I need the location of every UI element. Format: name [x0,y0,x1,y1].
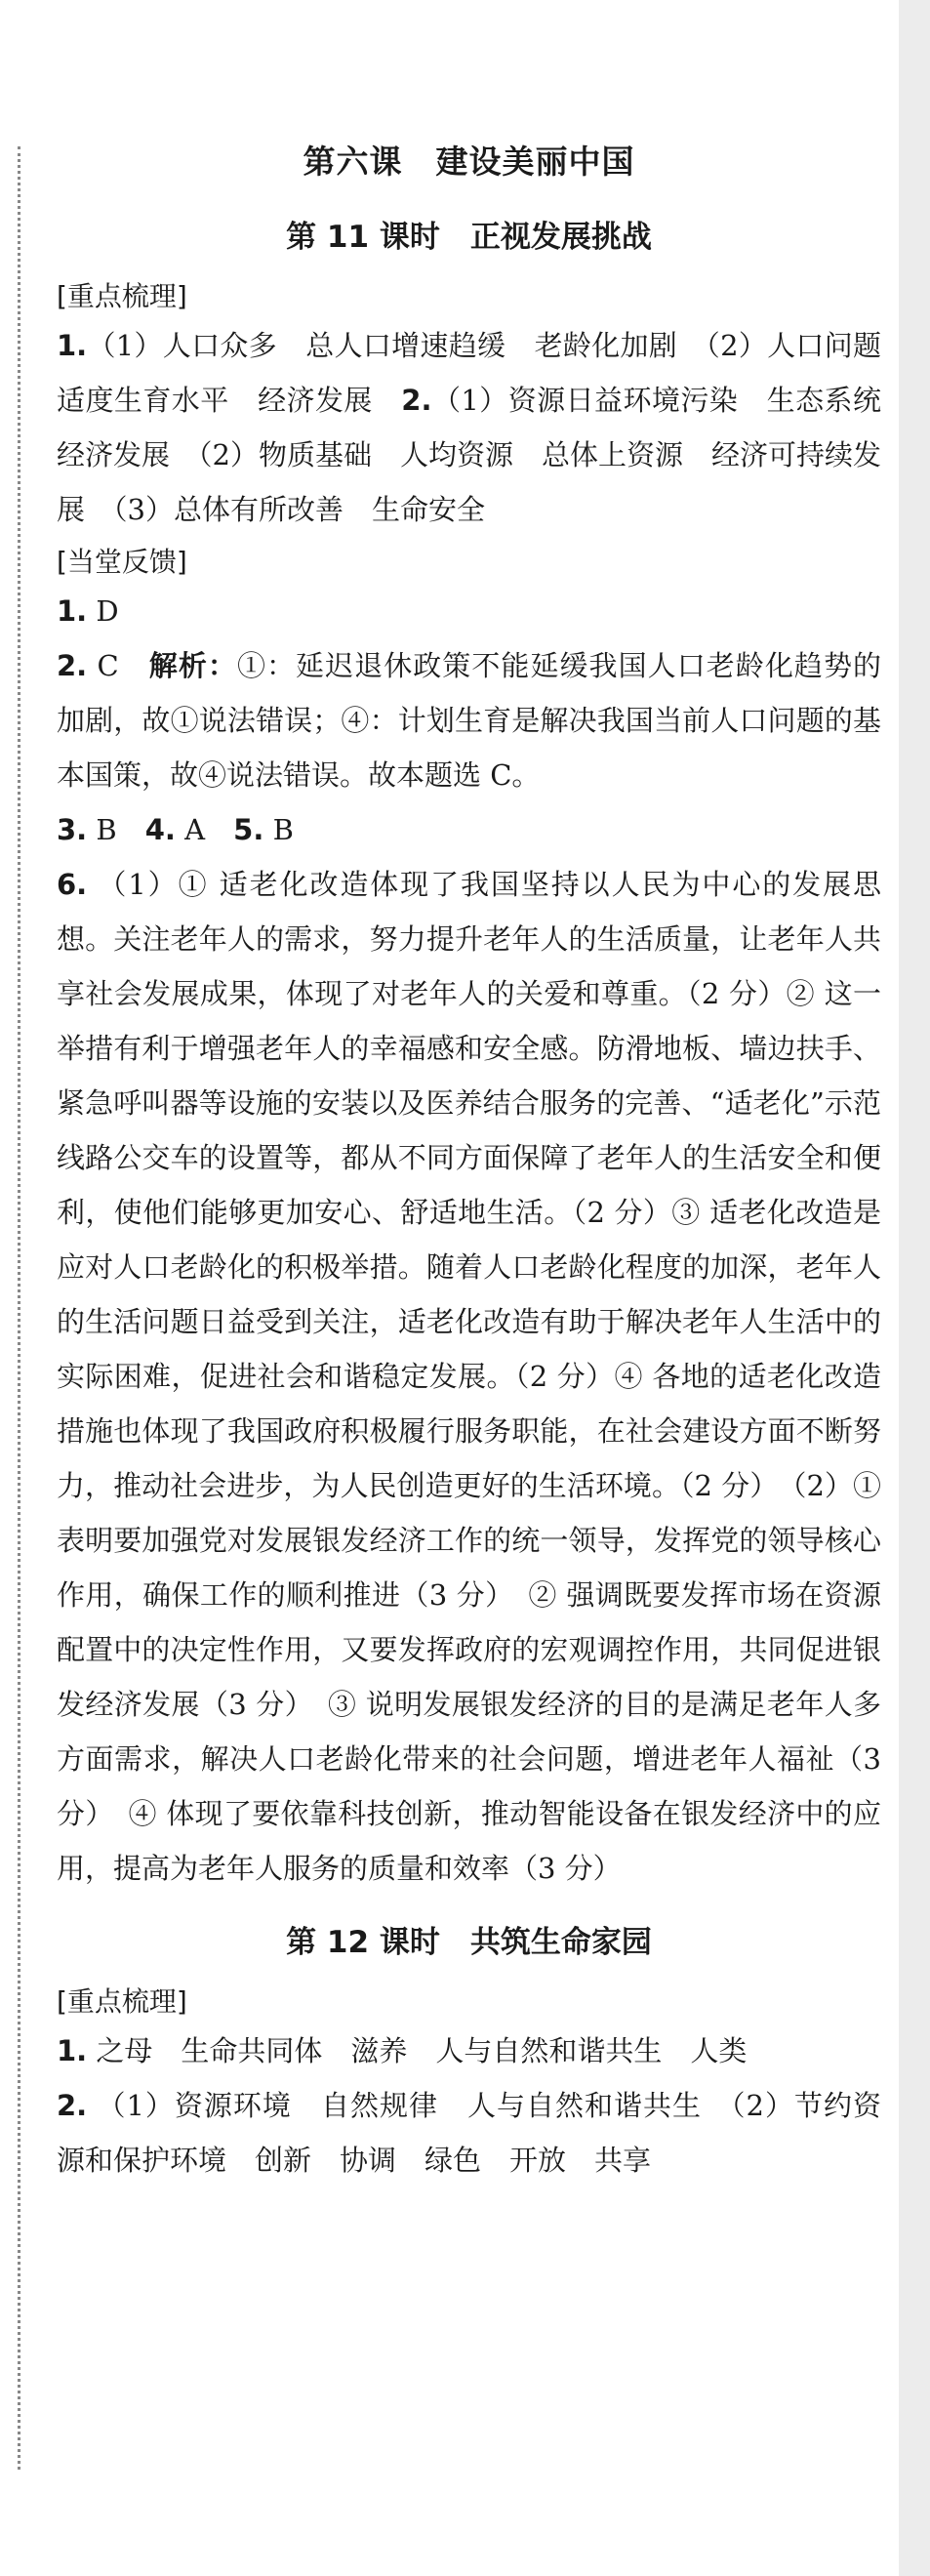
item-number: 1. [57,329,88,362]
item-text: 之母 生命共同体 滋养 人与自然和谐共生 人类 [96,2034,748,2067]
analysis-text: ①：延迟退休政策不能延缓我国人口老龄化趋势的加剧，故①说法错误；④：计划生育是解决我国当前人口问题的基本国策，故④说法错误。故本题选 C。 [57,649,881,792]
answer-text: B [272,813,294,846]
s11-key-item-1 [57,318,910,537]
s12-key-item-1 [57,2024,881,2078]
item-text: （1）资源环境 自然规律 人与自然和谐共生 （2）节约资源和保护环境 创新 协调 绿色 开放 共享 [57,2089,882,2177]
feedback-q6 [57,857,881,1896]
feedback-q1 [57,584,881,638]
answer-text: A [184,813,206,846]
s12-key-item-2 [57,2078,881,2188]
item-number: 1. [57,594,88,628]
item-text: （1）人口众多 总人口增速趋缓 老龄化加剧 （2）人口问题 适度生育水平 经济发展 [57,329,910,417]
section-feedback: [当堂反馈] [57,546,187,578]
feedback-q3-q5 [57,802,881,857]
item-number: 1. [57,2034,88,2067]
answer-text: B [96,813,117,846]
answer-page [57,137,910,2188]
session-11-title: 第 11 课时 正视发展挑战 [286,220,652,255]
item-number: 2. [401,384,432,417]
lesson-title: 第六课 建设美丽中国 [303,143,635,181]
answer-choice: C [97,649,119,682]
answer-text: D [96,594,119,628]
binding-margin-line [18,146,20,2470]
section-key-points-12: [重点梳理] [57,1985,187,2018]
item-text: （1）资源日益环境污染 生态系统 经济发展 （2）物质基础 人均资源 总体上资源 经济可持续发展 （3）总体有所改善 生命安全 [57,384,910,526]
item-number: 5. [233,813,264,846]
item-number: 2. [57,649,88,682]
item-number: 2. [57,2089,88,2122]
item-number: 6. [57,868,88,901]
feedback-q2 [57,638,881,802]
section-key-points-11: [重点梳理] [57,280,187,312]
session-12-title: 第 12 课时 共筑生命家园 [286,1925,652,1960]
item-number: 3. [57,813,88,846]
item-number: 4. [144,813,176,846]
answer-text: （1）① 适老化改造体现了我国坚持以人民为中心的发展思想。关注老年人的需求，努力提升老年人的生活质量，让老年人共享社会发展成果，体现了对老年人的关爱和尊重。（2 分）② 这一举措有利于增强老年人的幸福感和安全感。防滑地板、墙边扶手、紧急呼叫器等设施的安装以及医养结合服务的完善、“适老化”示范线路公交车的设置等，都从不同方面保障了老年人的生活安全和便利，使他们能够更加安心、舒适地生活。（2 分）③ 适老化改造是应对人口老龄化的积极举措。随着人口老龄化程度的加深，老年人的生活问题日益受到关注，适老化改造有助于解决老年人生活中的实际困难，促进社会和谐稳定发展。（2 分）④ 各地的适老化改造措施也体现了我国政府积极履行服务职能，在社会建设方面不断努力，推动社会进步，为人民创造更好的生活环境。（2 分） （2）① 表明要加强党对发展银发经济工作的统一领导，发挥党的领导核心作用，确保工作的顺利推进（3 分） ② 强调既要发挥市场在资源配置中的决定性作用，又要发挥政府的宏观调控作用，共同促进银发经济发展（3 分） ③ 说明发展银发经济的目的是满足老年人多方面需求，解决人口老龄化带来的社会问题，增进老年人福祉（3 分） ④ 体现了要依靠科技创新，推动智能设备在银发经济中的应用，提高为老年人服务的质量和效率（3 分） [57,868,882,1885]
analysis-label: 解析： [148,649,237,682]
